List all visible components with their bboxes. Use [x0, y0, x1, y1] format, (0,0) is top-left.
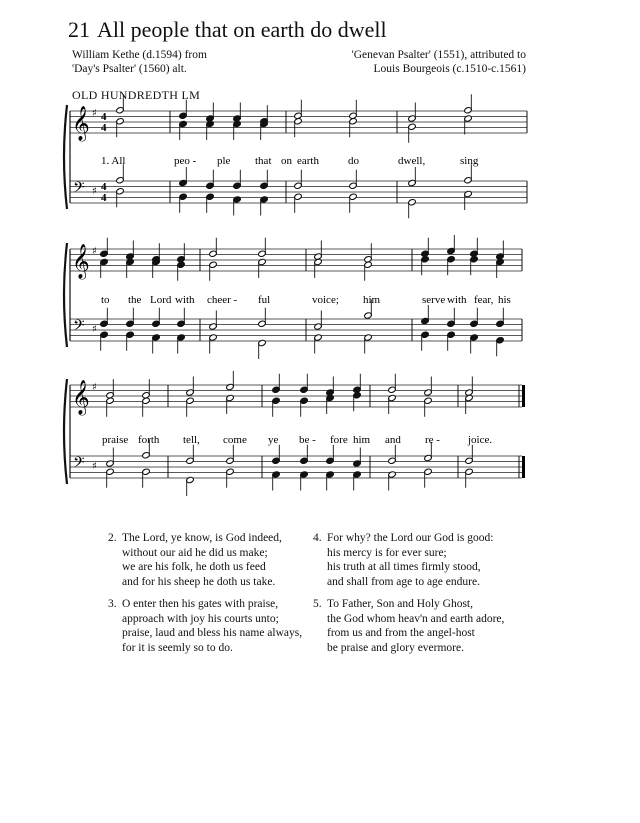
lyric-syllable: on — [281, 155, 292, 167]
sharp-icon: ♯ — [92, 246, 97, 257]
lyric-syllable: 1. All — [101, 155, 126, 167]
lyric-syllable: earth — [297, 155, 319, 167]
verse-line: without our aid he did us make; — [122, 546, 268, 559]
lyric-syllable: with — [175, 294, 195, 306]
sharp-icon: ♯ — [92, 382, 97, 393]
lyric-syllable: forth — [138, 434, 160, 446]
final-barline — [522, 385, 525, 407]
final-barline — [522, 456, 525, 478]
lyric-syllable: the — [128, 294, 142, 306]
verse-2 — [108, 531, 282, 589]
lyric-syllable: and — [385, 434, 401, 446]
verse-5 — [313, 597, 504, 655]
verse-number: 2. — [108, 532, 117, 544]
lyric-syllable: sing — [460, 155, 479, 167]
sharp-icon: ♯ — [92, 108, 97, 119]
words-credit-line: William Kethe (d.1594) from — [72, 49, 207, 61]
verse-line: and for his sheep he doth us take. — [122, 575, 276, 588]
lyric-syllable: that — [255, 155, 272, 167]
lyric-syllable: praise — [102, 434, 129, 446]
verse-number: 5. — [313, 598, 322, 610]
lyric-syllable: joice. — [468, 434, 493, 446]
lyric-syllable: to — [101, 294, 110, 306]
verse-line: his mercy is for ever sure; — [327, 546, 447, 559]
treble-clef-icon: 𝄞 — [72, 244, 90, 279]
system-brace — [64, 243, 67, 347]
verse-number: 3. — [108, 598, 117, 610]
lyric-syllable: ye — [268, 434, 279, 446]
lyric-syllable: be - — [299, 434, 316, 446]
tune-name: OLD HUNDREDTH LM — [72, 88, 201, 102]
lyric-syllable: his — [498, 294, 511, 306]
verse-line: the God whom heav'n and earth adore, — [327, 612, 505, 625]
lyric-syllable: Lord — [150, 294, 172, 306]
hymn-number: 21 — [68, 17, 90, 42]
sharp-icon: ♯ — [92, 186, 97, 197]
verse-line: we are his folk, he doth us feed — [122, 561, 266, 573]
bass-clef-icon: 𝄢 — [73, 454, 85, 475]
music-credit-line: 'Genevan Psalter' (1551), attributed to — [351, 49, 526, 61]
treble-clef-icon: 𝄞 — [72, 106, 90, 141]
lyric-syllable: fear, — [474, 294, 494, 306]
verse-line: 5. To Father, Son and Holy Ghost, — [313, 598, 473, 610]
lyric-syllable: dwell, — [398, 155, 426, 167]
verse-3 — [108, 597, 302, 655]
verse-line: 4. For why? the Lord our God is good: — [313, 532, 494, 544]
verse-line: be praise and glory evermore. — [327, 641, 464, 654]
words-credit-line: 'Day's Psalter' (1560) alt. — [72, 63, 187, 75]
verse-line: and shall from age to age endure. — [327, 575, 480, 588]
lyric-syllable: him — [353, 434, 371, 446]
verse-line: 2. The Lord, ye know, is God indeed, — [108, 532, 282, 544]
lyric-syllable: with — [447, 294, 467, 306]
verse-line: praise, laud and bless his name always, — [122, 627, 303, 639]
lyric-syllable: re - — [425, 434, 440, 446]
lyric-syllable: fore — [330, 434, 348, 446]
lyric-syllable: peo - — [174, 155, 197, 167]
verse-line: approach with joy his courts unto; — [122, 612, 279, 625]
lyric-syllable: him — [363, 294, 381, 306]
system-brace — [64, 105, 67, 209]
verse-line: from us and from the angel-host — [327, 627, 475, 639]
sharp-icon: ♯ — [92, 324, 97, 335]
lyric-syllable: tell, — [183, 434, 200, 446]
bass-clef-icon: 𝄢 — [73, 317, 85, 338]
lyric-syllable: come — [223, 434, 247, 446]
music-credit-line: Louis Bourgeois (c.1510-c.1561) — [373, 63, 526, 75]
lyric-syllable: serve — [422, 294, 446, 306]
verse-line: for it is seemly so to do. — [122, 641, 233, 654]
time-signature: 4 — [101, 122, 107, 134]
lyric-syllable: ful — [258, 294, 271, 306]
lyric-syllable: do — [348, 155, 359, 167]
verse-4 — [313, 531, 493, 589]
verse-line: 3. O enter then his gates with praise, — [108, 598, 279, 610]
system-brace — [64, 379, 67, 484]
time-signature: 4 — [101, 111, 107, 123]
treble-clef-icon: 𝄞 — [72, 380, 90, 415]
lyric-syllable: ple — [217, 155, 231, 167]
time-signature: 4 — [101, 192, 107, 204]
lyric-syllable: voice; — [312, 294, 339, 306]
time-signature: 4 — [101, 181, 107, 193]
lyric-syllable: cheer - — [207, 294, 238, 306]
verse-number: 4. — [313, 532, 322, 544]
hymn-title: All people that on earth do dwell — [97, 17, 387, 42]
verse-line: his truth at all times firmly stood, — [327, 561, 481, 573]
bass-clef-icon: 𝄢 — [73, 179, 85, 200]
sharp-icon: ♯ — [92, 461, 97, 472]
